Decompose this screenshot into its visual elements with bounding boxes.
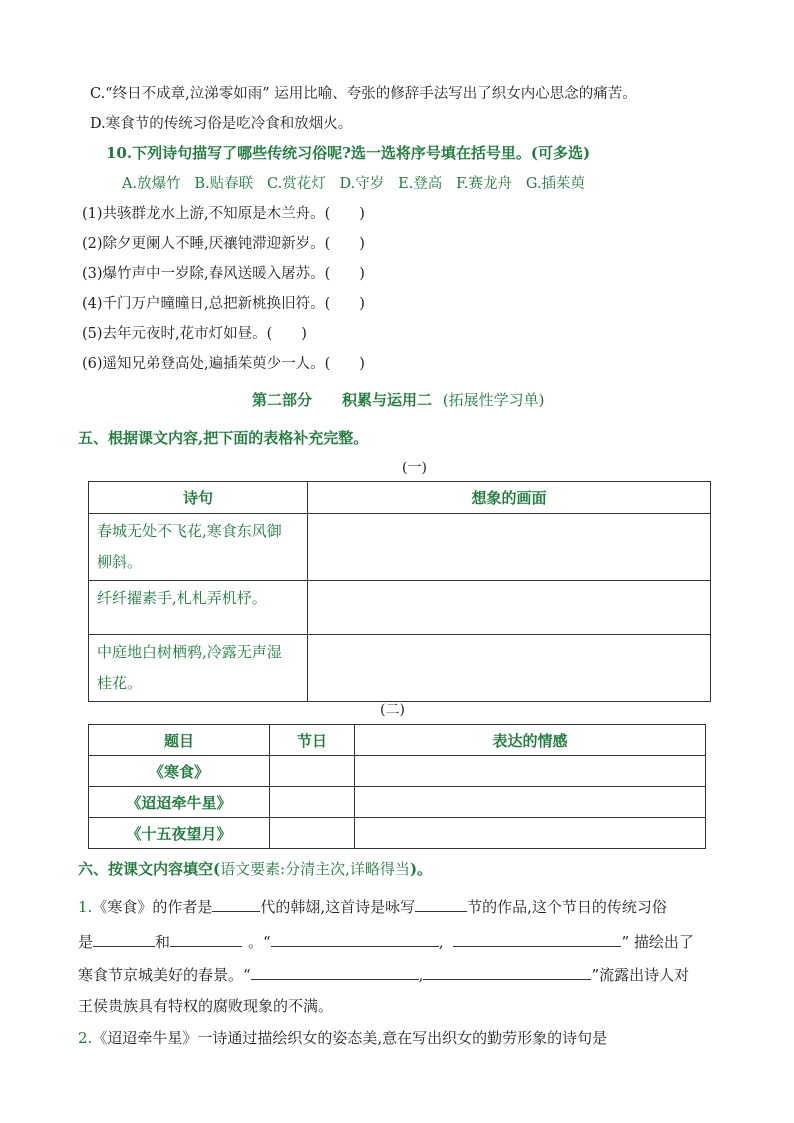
table1-header-poem: 诗句 (89, 482, 308, 514)
q10-option: F.赛龙舟 (456, 176, 513, 192)
s6-title-start: 六、按课文内容填空( (78, 860, 221, 878)
blank-field[interactable] (415, 895, 467, 912)
s6-q1-line2 (78, 930, 694, 952)
table2-poem-title: 《十五夜望月》 (89, 818, 270, 849)
table2-header-title: 题目 (89, 725, 270, 756)
table-row (89, 635, 711, 702)
table2-emotion-cell[interactable] (355, 756, 706, 787)
q10-item: (1)共骇群龙水上游,不知原是木兰舟。( ) (82, 206, 365, 222)
q10-option: C.赏花灯 (267, 176, 326, 192)
table-row (89, 581, 711, 635)
q10-option: G.插茱萸 (525, 176, 586, 192)
table-row (89, 514, 711, 581)
s6-q1-line4: 王侯贵族具有特权的腐败现象的不满。 (78, 997, 334, 1015)
s6-q1-line3 (78, 963, 689, 985)
table2-festival-cell[interactable] (270, 756, 355, 787)
poem-line: 桂花。 (97, 674, 143, 692)
q10-title: 10.下列诗句描写了哪些传统习俗呢?选一选将序号填在括号里。(可多选) (106, 144, 591, 162)
text-segment: , (438, 933, 444, 951)
q10-item: (4)千门万户曈曈日,总把新桃换旧符。( ) (82, 296, 365, 312)
q-number: 1. (78, 898, 93, 916)
text-segment: 是 (78, 933, 94, 951)
s6-q2-line1 (78, 1027, 607, 1048)
blank-field[interactable] (251, 963, 419, 980)
text-segment: 《寒食》的作者是 (92, 898, 213, 916)
table2-poem-title: 《迢迢牵牛星》 (89, 787, 270, 818)
q10-options (122, 172, 585, 193)
s6-q1-line1 (78, 895, 667, 917)
q9-option-c: C.“终日不成章,泣涕零如雨” 运用比喻、夸张的修辞手法写出了织女内心思念的痛苦。 (90, 86, 637, 102)
table1-caption: (一) (402, 460, 427, 476)
table2-festival-cell[interactable] (270, 787, 355, 818)
table1-poem-cell (89, 635, 308, 702)
table1-answer-cell[interactable] (308, 635, 711, 702)
table1-poem-cell (89, 581, 308, 635)
table1-header-imagery: 想象的画面 (308, 482, 711, 514)
part2-heading (252, 389, 545, 410)
table-poem-festival (88, 724, 706, 849)
text-segment: 《迢迢牵牛星》一诗通过描绘织女的姿态美,意在写出织女的勤劳形象的诗句是 (92, 1029, 608, 1047)
q10-item: (2)除夕更阑人不睡,厌禳钝滞迎新岁。( ) (82, 236, 365, 252)
poem-line: 纤纤擢素手,札札弄机杼。 (97, 589, 267, 607)
table2-festival-cell[interactable] (270, 818, 355, 849)
blank-field[interactable] (212, 895, 260, 912)
table1-answer-cell[interactable] (308, 514, 711, 581)
q10-item: (6)遥知兄弟登高处,遍插茱萸少一人。( ) (82, 356, 365, 372)
text-segment: 。“ (248, 933, 271, 951)
table2-caption: (二) (380, 702, 405, 718)
table2-emotion-cell[interactable] (355, 818, 706, 849)
part2-title: 第二部分 积累与运用二 (252, 391, 433, 409)
text-segment: ” 描绘出了 (621, 933, 694, 951)
text-segment: ”流露出诗人对 (591, 966, 690, 984)
q10-item: (3)爆竹声中一岁除,春风送暖入屠苏。( ) (82, 266, 365, 282)
q-number: 2. (78, 1029, 93, 1047)
part2-subtitle: (拓展性学习单) (442, 391, 545, 409)
blank-field[interactable] (170, 930, 242, 947)
s6-title-end: )。 (409, 860, 433, 878)
q10-option: E.登高 (398, 176, 443, 192)
poem-line: 春城无处不飞花,寒食东风御 (97, 522, 282, 540)
table2-emotion-cell[interactable] (355, 787, 706, 818)
table1-poem-cell (89, 514, 308, 581)
q10-option: B.贴春联 (194, 176, 254, 192)
text-segment: 寒食节京城美好的春景。“ (78, 966, 251, 984)
table2-header-festival: 节日 (270, 725, 355, 756)
text-segment: 节的作品,这个节日的传统习俗 (467, 898, 667, 916)
table-poem-imagery (88, 481, 711, 702)
table2-header-emotion: 表达的情感 (355, 725, 706, 756)
s5-title: 五、根据课文内容,把下面的表格补充完整。 (78, 429, 369, 447)
blank-field[interactable] (93, 930, 155, 947)
table1-answer-cell[interactable] (308, 581, 711, 635)
s6-note: 语文要素:分清主次,详略得当 (220, 860, 410, 878)
table-row (89, 756, 706, 787)
text-segment: 代的韩翃,这首诗是咏写 (260, 898, 416, 916)
table-row (89, 818, 706, 849)
text-segment: 和 (155, 933, 171, 951)
blank-field[interactable] (453, 930, 621, 947)
table-row (89, 787, 706, 818)
text-segment: , (418, 966, 424, 984)
q10-option: A.放爆竹 (122, 176, 181, 192)
poem-line: 中庭地白树栖鸦,冷露无声湿 (97, 643, 282, 661)
q10-item: (5)去年元夜时,花市灯如昼。( ) (82, 326, 307, 342)
table2-poem-title: 《寒食》 (89, 756, 270, 787)
q10-option: D.守岁 (339, 176, 385, 192)
blank-field[interactable] (271, 930, 439, 947)
s6-title (78, 858, 432, 879)
q9-option-d: D.寒食节的传统习俗是吃冷食和放烟火。 (90, 116, 353, 132)
poem-line: 柳斜。 (97, 553, 143, 571)
blank-field[interactable] (423, 963, 591, 980)
